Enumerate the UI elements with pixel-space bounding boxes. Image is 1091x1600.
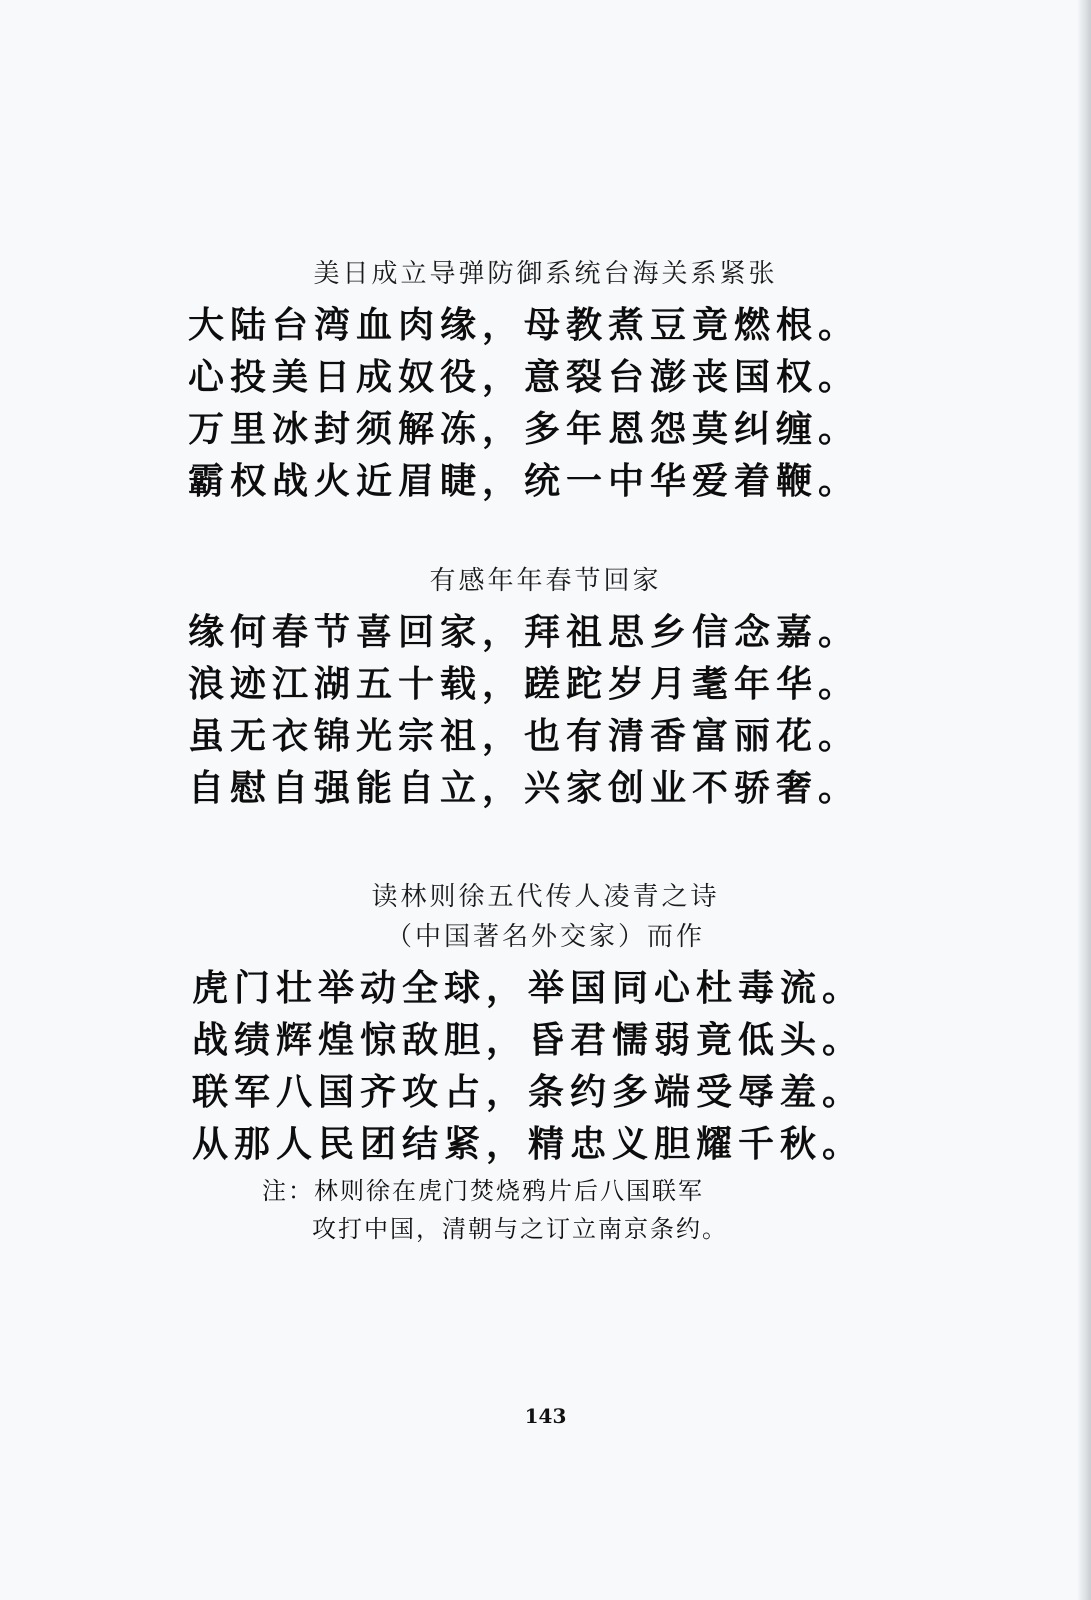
- poem-2-line: 浪迹江湖五十载，蹉跎岁月耄年华。: [188, 663, 861, 705]
- poem-2-line: 缘何春节喜回家，拜祖思乡信念嘉。: [188, 611, 861, 653]
- note-line: 攻打中国，清朝与之订立南京条约。: [312, 1215, 728, 1243]
- page-number: 143: [524, 1404, 567, 1428]
- poem-1-body: [0, 299, 1091, 507]
- poem-2-line: 自慰自强能自立，兴家创业不骄奢。: [188, 767, 861, 809]
- poem-2-line: 虽无衣锦光宗祖，也有清香富丽花。: [188, 715, 861, 757]
- poem-3-line: 从那人民团结紧，精忠义胆耀千秋。: [192, 1123, 865, 1165]
- poem-3-note: [0, 1172, 1091, 1248]
- note-line: 注：林则徐在虎门焚烧鸦片后八国联军: [262, 1177, 704, 1205]
- poem-2: [0, 562, 1091, 814]
- poem-3: [0, 878, 1091, 1248]
- poem-2-title: 有感年年春节回家: [429, 566, 662, 596]
- poem-3-title: 读林则徐五代传人凌青之诗: [371, 882, 720, 912]
- poem-2-body: [0, 606, 1091, 814]
- poem-1-line: 心投美日成奴役，意裂台澎丧国权。: [188, 356, 861, 398]
- poem-1: [0, 255, 1091, 507]
- poem-1-title: 美日成立导弹防御系统台海关系紧张: [313, 259, 778, 289]
- poem-1-line: 霸权战火近眉睫，统一中华爱着鞭。: [188, 460, 861, 502]
- poem-1-line: 大陆台湾血肉缘，母教煮豆竟燃根。: [188, 304, 861, 346]
- poem-3-subtitle: （中国著名外交家）而作: [385, 922, 705, 952]
- poem-3-line: 战绩辉煌惊敌胆，昏君懦弱竟低头。: [192, 1019, 865, 1061]
- poem-1-line: 万里冰封须解冻，多年恩怨莫纠缠。: [188, 408, 861, 450]
- poem-3-line: 联军八国齐攻占，条约多端受辱羞。: [192, 1071, 865, 1113]
- poem-3-line: 虎门壮举动全球，举国同心杜毒流。: [192, 967, 865, 1009]
- poem-3-body: [0, 962, 1091, 1170]
